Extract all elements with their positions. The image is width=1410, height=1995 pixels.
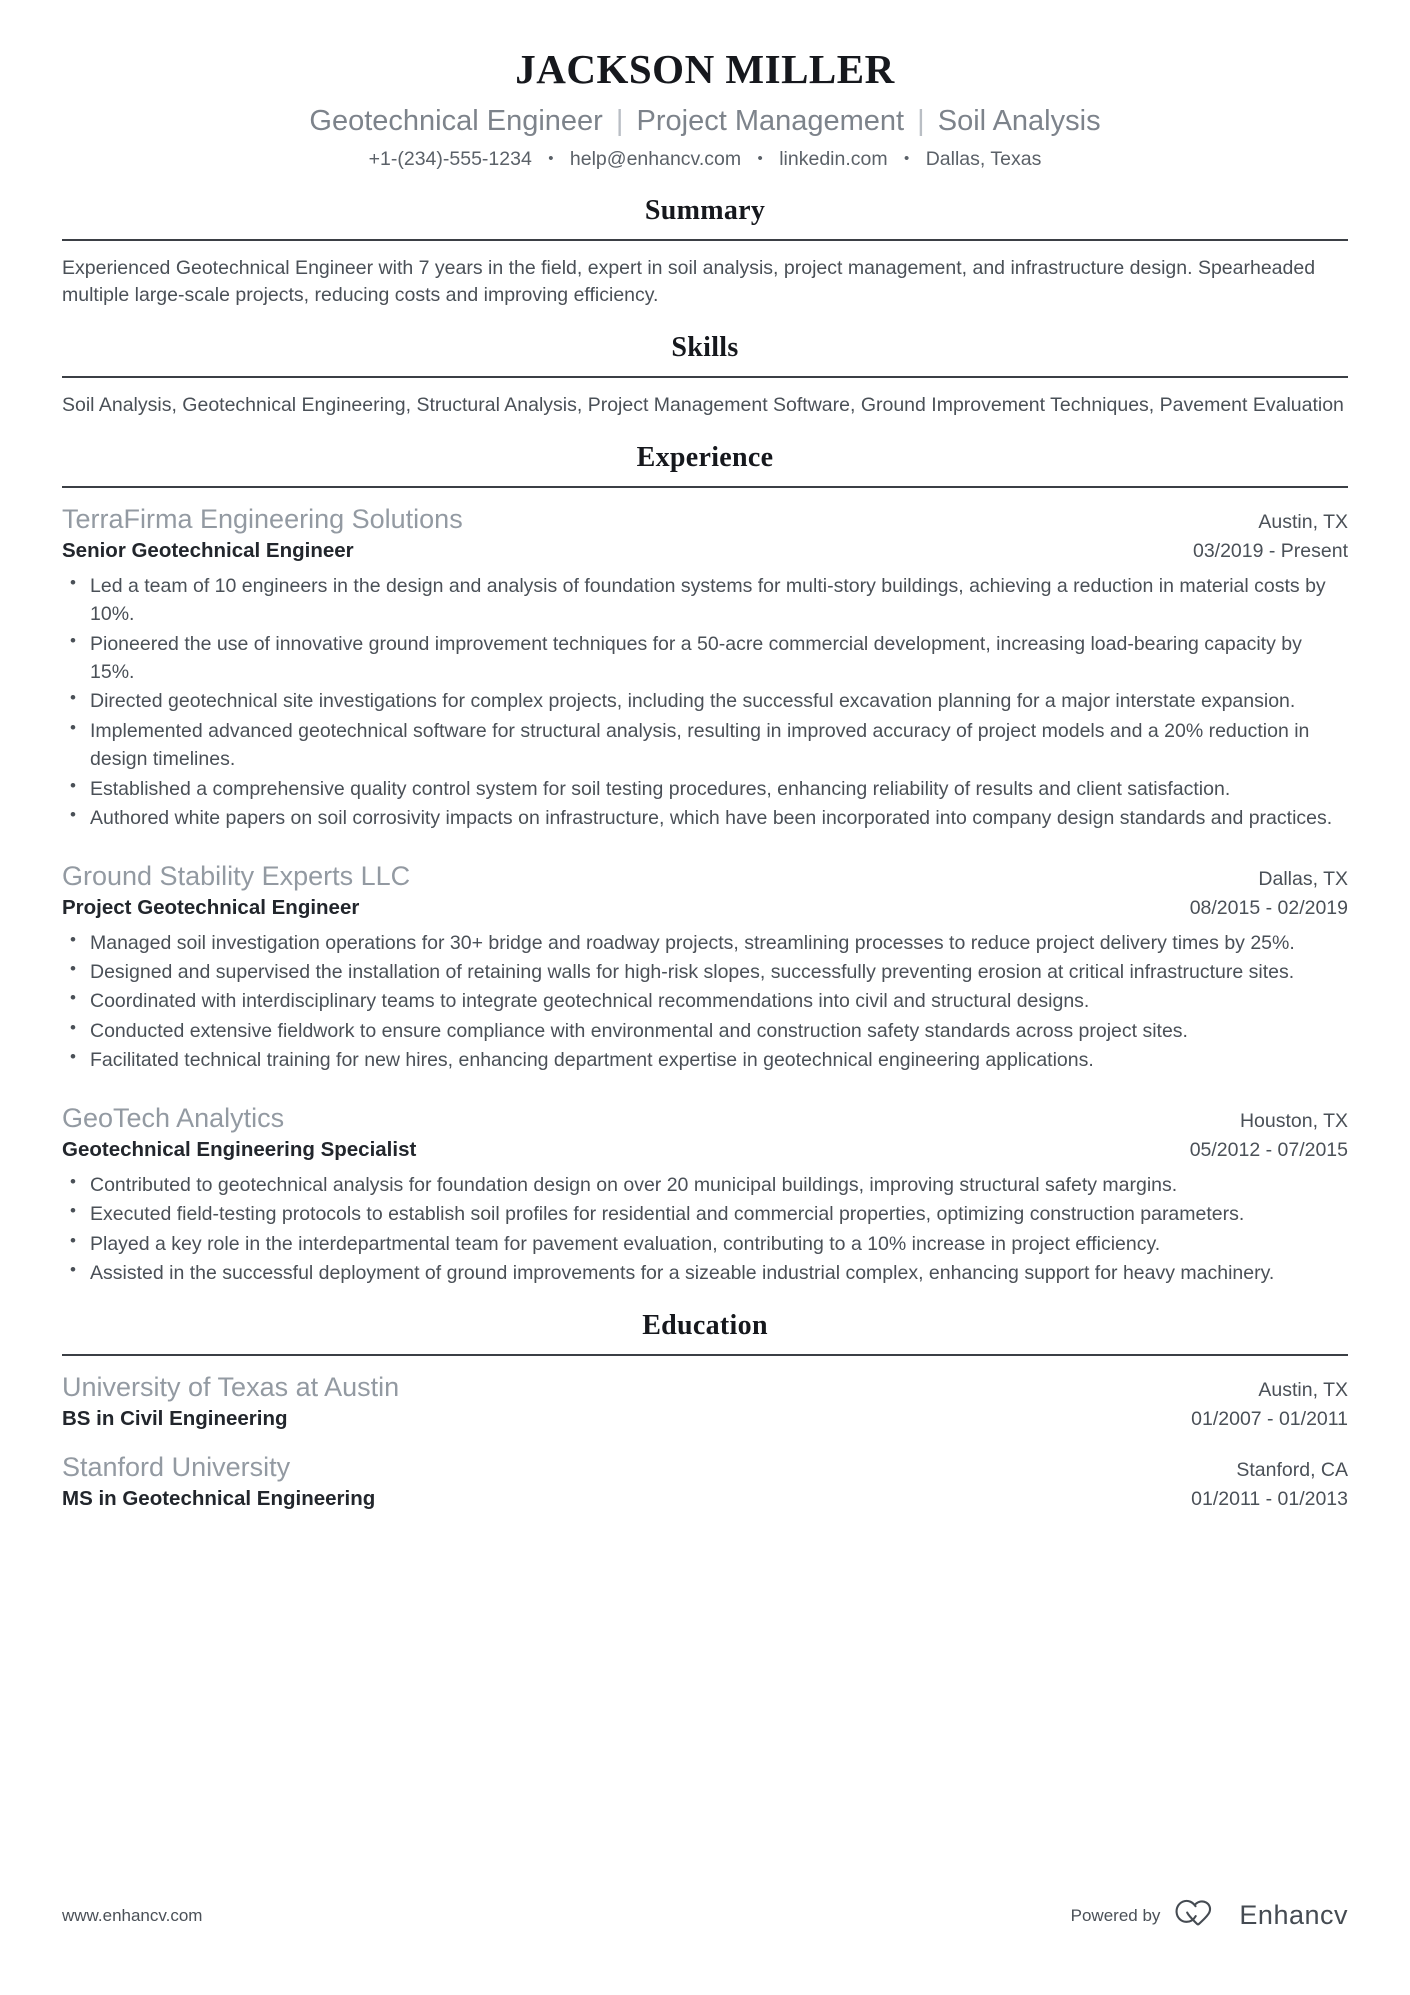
enhancv-brand [1174,1898,1348,1933]
bullet-marker-icon: • [70,1171,76,1191]
school-name: University of Texas at Austin [62,1371,400,1402]
job-bullet-list [62,929,1348,1075]
job-bullet-text: Managed soil investigation operations for 30+ bridge and roadway projects, streamlining processes to reduce project delivery times by 25%. [90,931,1295,954]
school-name: Stanford University [62,1452,291,1483]
experience-entry [62,502,1348,833]
experience-entry-subheader [62,894,1348,922]
experience-entry-subheader [62,537,1348,565]
company-location: Houston, TX [1239,1109,1348,1132]
section-title-summary: Summary [644,194,766,226]
bullet-marker-icon: • [70,630,76,650]
bullet-marker-icon: • [70,717,76,737]
experience-entry-header [62,859,1348,894]
summary-text: Experienced Geotechnical Engineer with 7 years in the field, expert in soil analysis, project management, and infrastructure design. Spearheaded multiple large-scale projects, reducing costs and improving efficiency. [62,256,1316,307]
bullet-marker-icon: • [70,805,76,825]
headline-part-2: Project Management [636,105,905,138]
company-location: Austin, TX [1258,510,1348,533]
job-dates: 08/2015 - 02/2019 [1189,896,1348,919]
job-bullet [62,804,1348,832]
experience-entry-header [62,1101,1348,1136]
job-bullet [62,630,1348,687]
section-divider [62,376,1348,378]
enhancv-infinity-logo-icon [1174,1898,1230,1933]
headline-part-3: Soil Analysis [937,105,1101,138]
job-bullet [62,1230,1348,1258]
job-bullet [62,717,1348,774]
job-bullet-text: Pioneered the use of innovative ground improvement techniques for a 50-acre commercial development, increasing load-bearing capacity by 15%. [90,632,1302,683]
education-entry-list [62,1370,1348,1514]
job-bullet-text: Authored white papers on soil corrosivity impacts on infrastructure, which have been incorporated into company design standards and practices. [90,807,1333,830]
bullet-marker-icon: • [70,1260,76,1280]
section-experience [62,442,1348,1288]
section-education [62,1310,1348,1514]
degree-title: BS in Civil Engineering [62,1406,288,1430]
experience-entry-list [62,502,1348,1288]
job-title: Project Geotechnical Engineer [62,895,360,919]
experience-entry-header [62,502,1348,537]
education-entry-subheader [62,1405,1348,1433]
job-bullet-text: Designed and supervised the installation of retaining walls for high-risk slopes, successfully preventing erosion at critical infrastructure sites. [90,961,1295,984]
job-bullet [62,1046,1348,1074]
skills-text: Soil Analysis, Geotechnical Engineering, Structural Analysis, Project Management Software, Ground Improvement Techniques, Pavement Evaluation [62,394,1344,417]
degree-dates: 01/2011 - 01/2013 [1191,1488,1348,1511]
job-bullet-list [62,1171,1348,1288]
section-title-skills: Skills [671,332,739,364]
headline-separator: | [917,105,925,138]
degree-title: MS in Geotechnical Engineering [62,1487,376,1511]
job-bullet [62,1200,1348,1228]
bullet-marker-icon: • [70,959,76,979]
bullet-marker-icon: • [70,1230,76,1250]
job-title: Geotechnical Engineering Specialist [62,1137,417,1161]
education-entry-header [62,1450,1348,1485]
page-title: JACKSON MILLER [515,46,895,92]
job-bullet [62,775,1348,803]
job-bullet [62,929,1348,957]
job-bullet-text: Contributed to geotechnical analysis for foundation design on over 20 municipal buildings, improving structural safety margins. [90,1173,1178,1196]
bullet-marker-icon: • [70,929,76,949]
job-dates: 03/2019 - Present [1192,539,1348,562]
resume-header [62,46,1348,173]
experience-entry-subheader [62,1136,1348,1164]
company-name: GeoTech Analytics [62,1102,285,1133]
headline-separator: | [615,105,624,138]
job-title: Senior Geotechnical Engineer [62,538,354,562]
contact-email[interactable]: help@enhancv.com [569,148,742,171]
professional-headline [62,103,1348,139]
experience-entry [62,859,1348,1075]
experience-entry [62,1101,1348,1288]
job-bullet [62,1017,1348,1045]
bullet-marker-icon: • [70,1201,76,1221]
company-location: Dallas, TX [1258,867,1348,890]
section-title-education: Education [642,1309,768,1341]
job-bullet-text: Facilitated technical training for new hires, enhancing department expertise in geotechnical engineering applications. [90,1049,1094,1072]
contact-phone: +1-(234)-555-1234 [368,148,532,171]
footer-website-url[interactable]: www.enhancv.com [62,1905,203,1925]
company-name: Ground Stability Experts LLC [62,860,411,891]
education-entry-header [62,1370,1348,1405]
bullet-marker-icon: • [70,688,76,708]
education-entry-subheader [62,1485,1348,1513]
enhancv-brand-name: Enhancv [1239,1900,1348,1930]
job-bullet-text: Directed geotechnical site investigations for complex projects, including the successful excavation planning for a major interstate expansion. [90,690,1296,713]
job-bullet [62,958,1348,986]
job-bullet-text: Led a team of 10 engineers in the design and analysis of foundation systems for multi-story buildings, achieving a reduction in material costs by 10%. [90,574,1326,626]
section-title-experience: Experience [636,441,774,473]
job-bullet-text: Implemented advanced geotechnical software for structural analysis, resulting in improved accuracy of project models and a 20% reduction in design timelines. [90,719,1310,771]
school-location: Austin, TX [1258,1378,1348,1401]
job-bullet [62,1259,1348,1287]
bullet-marker-icon: • [70,988,76,1008]
contact-separator-dot: • [757,150,763,168]
section-divider [62,239,1348,241]
job-bullet [62,572,1348,629]
company-name: TerraFirma Engineering Solutions [62,503,463,534]
job-bullet [62,1171,1348,1199]
education-entry [62,1450,1348,1513]
job-dates: 05/2012 - 07/2015 [1189,1138,1348,1161]
bullet-marker-icon: • [70,572,76,592]
job-bullet [62,987,1348,1015]
section-divider [62,486,1348,488]
bullet-marker-icon: • [70,775,76,795]
bullet-marker-icon: • [70,1047,76,1067]
contact-line [62,147,1348,172]
bullet-marker-icon: • [70,1017,76,1037]
job-bullet-text: Established a comprehensive quality control system for soil testing procedures, enhancing reliability of results and client satisfaction. [90,777,1231,800]
contact-location: Dallas, Texas [925,148,1042,171]
job-bullet-text: Played a key role in the interdepartmental team for pavement evaluation, contributing to a 10% increase in project efficiency. [90,1232,1161,1255]
section-skills [62,332,1348,420]
job-bullet-text: Executed field-testing protocols to establish soil profiles for residential and commercial properties, optimizing construction parameters. [90,1203,1245,1226]
job-bullet-text: Conducted extensive fieldwork to ensure compliance with environmental and construction safety standards across project sites. [90,1019,1188,1042]
contact-separator-dot: • [904,150,910,168]
school-location: Stanford, CA [1236,1459,1348,1482]
section-summary [62,195,1348,310]
degree-dates: 01/2007 - 01/2011 [1191,1407,1348,1430]
contact-separator-dot: • [548,150,554,168]
page-footer [62,1898,1348,1933]
headline-part-1: Geotechnical Engineer [309,105,603,138]
contact-linkedin[interactable]: linkedin.com [779,148,888,171]
job-bullet-text: Coordinated with interdisciplinary teams to integrate geotechnical recommendations into civil and structural designs. [90,990,1090,1013]
education-entry [62,1370,1348,1433]
footer-branding [1071,1898,1348,1933]
powered-by-label: Powered by [1070,1905,1161,1925]
job-bullet-list [62,572,1348,833]
job-bullet [62,687,1348,715]
job-bullet-text: Assisted in the successful deployment of ground improvements for a sizeable industrial complex, enhancing support for heavy machinery. [90,1262,1275,1285]
section-divider [62,1354,1348,1356]
